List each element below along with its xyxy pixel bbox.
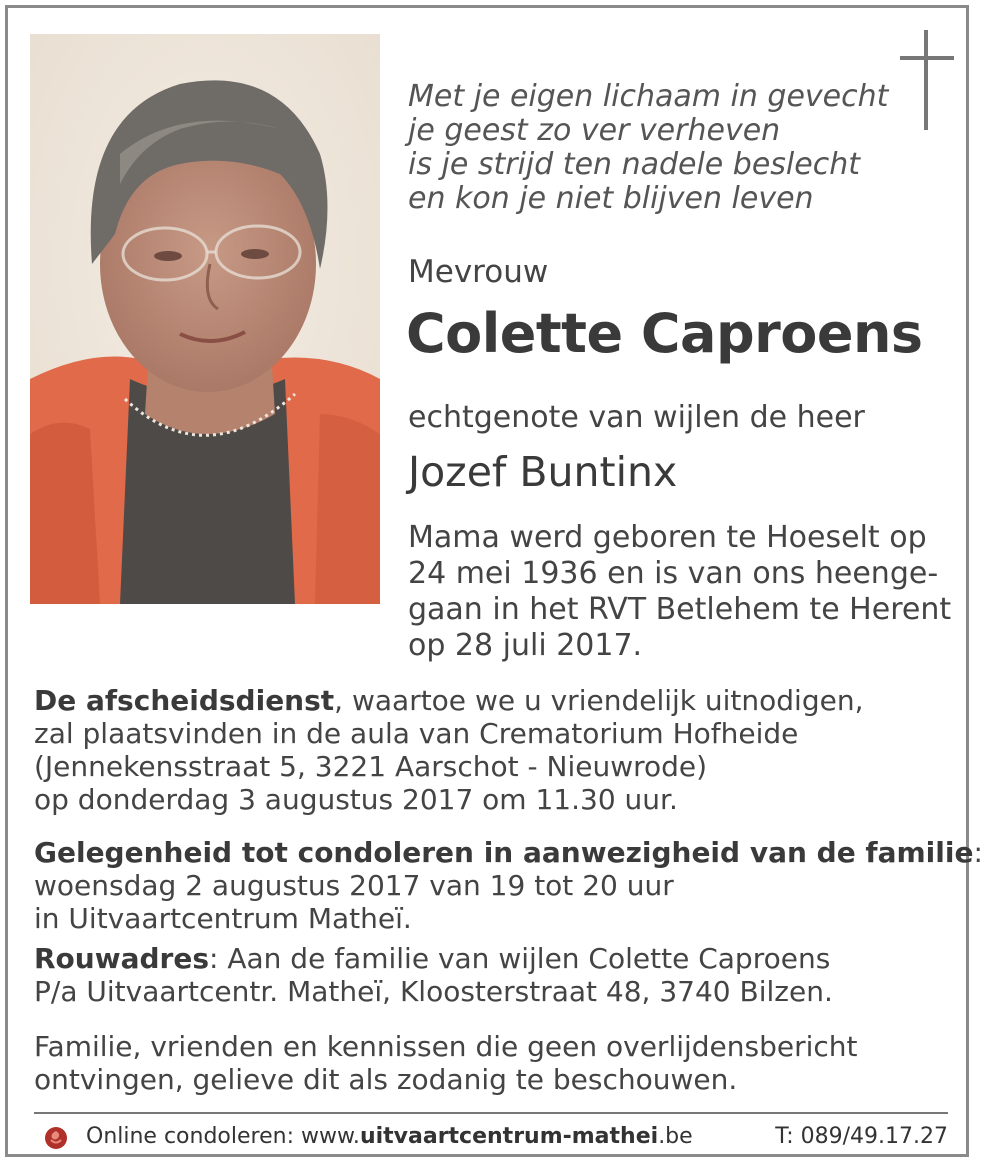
condolence-line: in Uitvaartcentrum Matheï. [34,902,412,935]
poem-line: je geest zo ver verheven [408,113,781,148]
condolence-info [34,836,983,935]
address-line: : Aan de familie van wijlen Colette Caproens [209,942,831,975]
service-line: zal plaatsvinden in de aula van Crematorium Hofheide [34,717,799,750]
rose-icon [44,1126,68,1150]
bio-line: op 28 juli 2017. [408,628,643,663]
service-label: De afscheidsdienst [34,684,335,717]
notice-line: ontvingen, gelieve dit als zodanig te beschouwen. [34,1063,738,1096]
service-info [34,684,863,816]
poem-line: en kon je niet blijven leven [408,181,814,216]
online-condolence-link[interactable] [86,1124,693,1149]
mourning-address [34,942,833,1008]
bio-line: Mama werd geboren te Hoeselt op [408,520,927,555]
footer [34,1122,954,1154]
online-label: Online condoleren: www. [86,1124,360,1149]
site-name: uitvaartcentrum-mathei [359,1124,659,1149]
footer-divider [34,1112,948,1114]
spouse-name: Jozef Buntinx [408,448,678,496]
bio-line: 24 mei 1936 en is van ons heenge- [408,556,939,591]
notice-line: Familie, vrienden en kennissen die geen overlijdensbericht [34,1030,858,1063]
salutation: Mevrouw [408,254,549,290]
poem-line: is je strijd ten nadele beslecht [408,147,860,182]
address-line: P/a Uitvaartcentr. Matheï, Kloosterstraat 48, 3740 Bilzen. [34,975,833,1008]
biography [408,520,951,664]
notice-text [34,1030,858,1096]
service-line: (Jennekensstraat 5, 3221 Aarschot - Nieuwrode) [34,750,708,783]
bio-line: gaan in het RVT Betlehem te Herent [408,592,952,627]
cross-icon [900,30,956,134]
address-label: Rouwadres [34,942,209,975]
poem-line: Met je eigen lichaam in gevecht [408,79,889,114]
portrait-photo [30,34,380,604]
service-line: , waartoe we u vriendelijk uitnodigen, [334,684,864,717]
condolence-label: Gelegenheid tot condoleren in aanwezigheid van de familie [34,836,974,869]
site-tld: .be [658,1124,693,1149]
deceased-name: Colette Caproens [406,302,923,365]
condolence-colon: : [973,836,983,869]
obituary-card [5,5,983,1157]
condolence-line: woensdag 2 augustus 2017 van 19 tot 20 uur [34,869,674,902]
relation-text: echtgenote van wijlen de heer [408,400,865,435]
phone-number: T: 089/49.17.27 [775,1124,948,1149]
service-line: op donderdag 3 augustus 2017 om 11.30 uur. [34,783,678,816]
poem [408,80,888,216]
